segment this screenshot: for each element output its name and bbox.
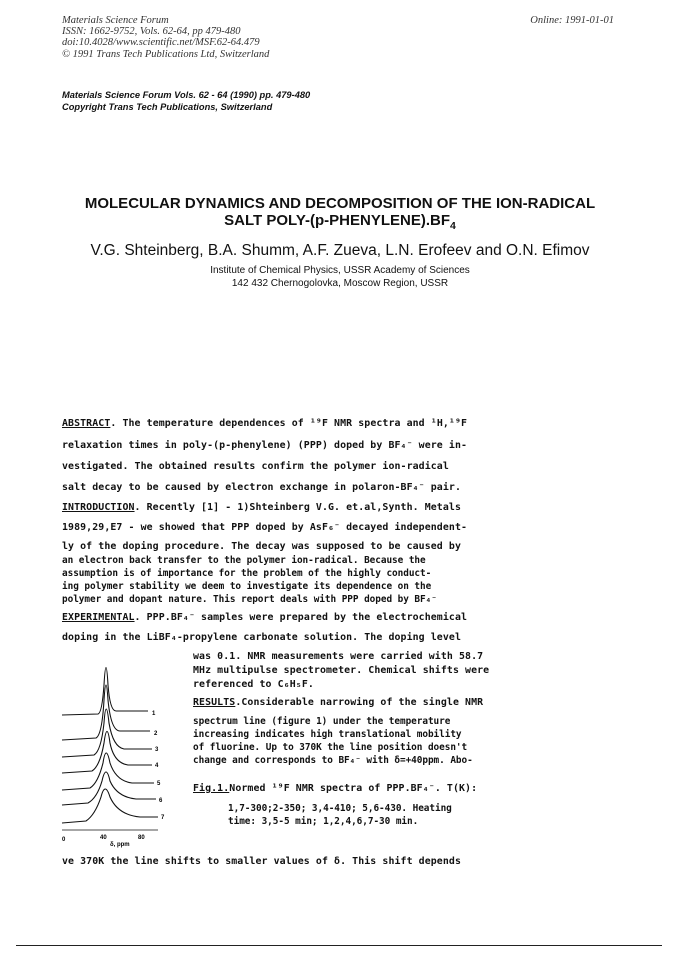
journal-volume-line: Materials Science Forum Vols. 62 - 64 (1990) pp. 479-480 <box>62 90 311 100</box>
curve-number-3: 3 <box>155 747 159 753</box>
axis-tick-0: 0 <box>62 837 66 843</box>
axis-unit-label: δ, ppm <box>110 842 130 848</box>
body-line-13: doping in the LiBF₄-propylene carbonate solution. The doping level <box>62 632 461 643</box>
spectrum-curve-4 <box>62 732 152 774</box>
body-line-17 <box>193 697 588 708</box>
curve-number-7: 7 <box>161 815 165 821</box>
figure-caption-text: Normed ¹⁹F NMR spectra of PPP.BF₄⁻. T(K): <box>229 783 478 794</box>
body-line-22: ve 370K the line shifts to smaller values of δ. This shift depends <box>62 856 461 867</box>
body-line-4: salt decay to be caused by electron exchange in polaron-BF₄⁻ pair. <box>62 482 461 493</box>
figure-caption-line-2: 1,7-300;2-350; 3,4-410; 5,6-430. Heating <box>228 803 452 814</box>
body-line-3: vestigated. The obtained results confirm the polymer ion-radical <box>62 461 449 472</box>
body-line-5 <box>62 502 582 513</box>
body-text: .Considerable narrowing of the single NMR <box>235 697 484 708</box>
curve-number-2: 2 <box>154 731 158 737</box>
figure-caption-line-1 <box>193 783 588 794</box>
title-line-2 <box>40 212 640 235</box>
nmr-spectra-figure <box>58 645 194 850</box>
body-line-21: change and corresponds to BF₄⁻ with δ=+40ppm. Abo- <box>193 755 473 766</box>
footer-rule <box>16 945 662 946</box>
figure-label: Fig.1. <box>193 783 230 794</box>
introduction-label: INTRODUCTION <box>62 502 135 513</box>
body-line-7: ly of the doping procedure. The decay was supposed to be caused by <box>62 541 461 552</box>
body-line-11: polymer and dopant nature. This report deals with PPP doped by BF₄⁻ <box>62 594 437 605</box>
spectrum-curve-5 <box>62 753 154 790</box>
curve-number-5: 5 <box>157 781 161 787</box>
body-text: . Recently [1] - 1)Shteinberg V.G. et.al,Synth. Metals <box>134 502 461 513</box>
body-line-2: relaxation times in poly-(p-phenylene) (PPP) doped by BF₄⁻ were in- <box>62 440 468 451</box>
spectrum-curve-7 <box>62 789 158 823</box>
body-text: . The temperature dependences of ¹⁹F NMR spectra and ¹H,¹⁹F <box>110 418 468 429</box>
body-line-1 <box>62 418 582 429</box>
body-line-20: of fluorine. Up to 370K the line position doesn't <box>193 742 468 753</box>
institution-line-1: Institute of Chemical Physics, USSR Academy of Sciences <box>210 265 470 276</box>
title-line-1: MOLECULAR DYNAMICS AND DECOMPOSITION OF THE ION-RADICAL <box>84 195 596 212</box>
journal-copyright-line: Copyright Trans Tech Publications, Switzerland <box>62 101 273 112</box>
spectrum-curve-3 <box>62 709 152 757</box>
online-date: Online: 1991-01-01 <box>530 15 614 26</box>
title-line-2-text: SALT POLY-(p-PHENYLENE).BF <box>224 212 450 229</box>
body-line-16: referenced to C₆H₅F. <box>193 679 314 690</box>
body-line-18: spectrum line (figure 1) under the temperature <box>193 716 451 727</box>
institution-line-2: 142 432 Chernogolovka, Moscow Region, USSR <box>231 277 449 289</box>
publication-info <box>62 15 269 60</box>
institution <box>40 265 640 290</box>
author-list: V.G. Shteinberg, B.A. Shumm, A.F. Zueva, L.N. Erofeev and O.N. Efimov <box>90 242 590 259</box>
copyright-line: © 1991 Trans Tech Publications Ltd, Switzerland <box>62 48 270 60</box>
body-line-8: an electron back transfer to the polymer ion-radical. Because the <box>62 555 426 566</box>
experimental-label: EXPERIMENTAL <box>62 612 135 623</box>
spectrum-curve-2 <box>62 685 150 740</box>
curve-number-1: 1 <box>152 711 156 717</box>
paper-title <box>40 195 640 235</box>
results-label: RESULTS <box>193 697 236 708</box>
figure-caption-line-3: time: 3,5-5 min; 1,2,4,6,7-30 min. <box>228 816 419 827</box>
axis-tick-80: 80 <box>138 835 145 841</box>
axis-tick-40: 40 <box>100 835 107 841</box>
body-line-6: 1989,29,E7 - we showed that PPP doped by AsF₆⁻ decayed independent- <box>62 522 468 533</box>
body-line-15: MHz multipulse spectrometer. Chemical shifts were <box>193 665 490 676</box>
abstract-label: ABSTRACT <box>62 418 111 429</box>
issn-line: ISSN: 1662-9752, Vols. 62-64, pp 479-480 <box>62 26 241 38</box>
journal-citation <box>62 90 310 113</box>
body-line-14: was 0.1. NMR measurements were carried with 58.7 <box>193 651 484 662</box>
body-line-19: increasing indicates high translational mobility <box>193 729 462 740</box>
doi-line: doi:10.4028/www.scientific.net/MSF.62-64.479 <box>62 37 260 49</box>
body-text: . PPP.BF₄⁻ samples were prepared by the electrochemical <box>134 612 468 623</box>
body-line-10: ing polymer stability we deem to investigate its dependence on the <box>62 581 432 592</box>
body-line-12 <box>62 612 582 623</box>
journal-name-line: Materials Science Forum <box>62 15 169 26</box>
curve-number-6: 6 <box>159 798 163 804</box>
curve-number-4: 4 <box>155 763 159 769</box>
title-subscript: 4 <box>450 220 456 232</box>
body-line-9: assumption is of importance for the problem of the highly conduct- <box>62 568 432 579</box>
